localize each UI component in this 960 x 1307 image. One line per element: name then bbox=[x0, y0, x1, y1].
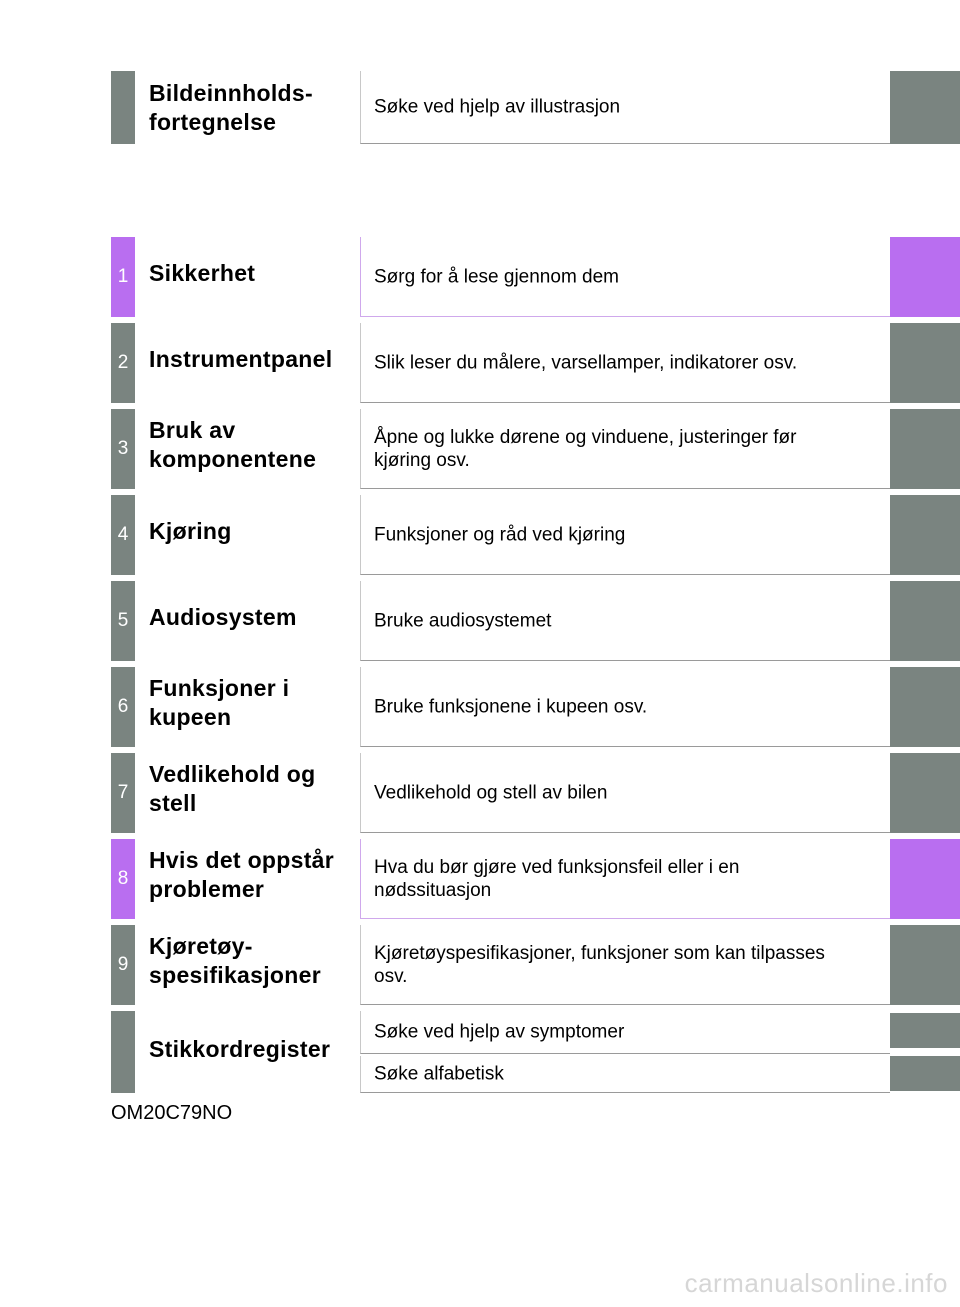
index-item-label: Søke alfabetisk bbox=[374, 1063, 504, 1085]
section-number: 1 bbox=[117, 266, 129, 287]
header-row[interactable] bbox=[111, 71, 960, 144]
section-strip bbox=[111, 667, 135, 747]
section-description: Funksjoner og råd ved kjøring bbox=[374, 524, 626, 545]
section-strip bbox=[111, 839, 135, 919]
section-number: 3 bbox=[117, 438, 129, 459]
section-strip bbox=[111, 925, 135, 1005]
section-row-2[interactable] bbox=[111, 323, 960, 403]
section-description-box bbox=[360, 237, 890, 317]
section-description-box bbox=[360, 581, 890, 661]
section-number: 9 bbox=[117, 954, 129, 975]
section-title: Sikkerhet bbox=[149, 260, 256, 286]
header-tab[interactable] bbox=[890, 71, 960, 144]
section-description-box bbox=[360, 495, 890, 575]
section-description: Vedlikehold og stell av bilen bbox=[374, 782, 608, 803]
header-strip bbox=[111, 71, 135, 144]
section-tab-6[interactable] bbox=[890, 667, 960, 747]
section-row-1[interactable] bbox=[111, 237, 960, 317]
section-number: 5 bbox=[117, 610, 129, 631]
header-title: Bildeinnholds- fortegnelse bbox=[149, 80, 313, 135]
section-number: 2 bbox=[117, 352, 129, 373]
section-description: Hva du bør gjøre ved funksjonsfeil eller i en nødssituasjon bbox=[374, 856, 740, 901]
index-title: Stikkordregister bbox=[149, 1036, 331, 1062]
section-tab-5[interactable] bbox=[890, 581, 960, 661]
section-description-box bbox=[360, 409, 890, 489]
section-title: Kjøring bbox=[149, 518, 232, 544]
section-row-3[interactable] bbox=[111, 409, 960, 489]
index-item-label: Søke ved hjelp av symptomer bbox=[374, 1021, 625, 1043]
section-description: Kjøretøyspesifikasjoner, funksjoner som kan tilpasses osv. bbox=[374, 942, 825, 987]
index-item-alphabetical[interactable] bbox=[360, 1056, 890, 1093]
section-row-7[interactable] bbox=[111, 753, 960, 833]
document-code: OM20C79NO bbox=[111, 1102, 233, 1124]
header-description: Søke ved hjelp av illustrasjon bbox=[374, 96, 621, 118]
section-tab-1[interactable] bbox=[890, 237, 960, 317]
section-tab-7[interactable] bbox=[890, 753, 960, 833]
index-strip bbox=[111, 1011, 135, 1093]
section-tab-4[interactable] bbox=[890, 495, 960, 575]
section-row-8[interactable] bbox=[111, 839, 960, 919]
section-number: 8 bbox=[117, 868, 129, 889]
section-description-box bbox=[360, 323, 890, 403]
section-row-4[interactable] bbox=[111, 495, 960, 575]
section-title: Vedlikehold og stell bbox=[149, 761, 316, 816]
section-tab-8[interactable] bbox=[890, 839, 960, 919]
section-tab-2[interactable] bbox=[890, 323, 960, 403]
section-title: Kjøretøy- spesifikasjoner bbox=[149, 933, 321, 988]
section-description-box bbox=[360, 839, 890, 919]
section-title: Bruk av komponentene bbox=[149, 417, 317, 472]
index-tab-symptoms[interactable] bbox=[890, 1013, 960, 1048]
section-description: Åpne og lukke dørene og vinduene, justeringer før kjøring osv. bbox=[374, 426, 797, 471]
section-row-9[interactable] bbox=[111, 925, 960, 1005]
section-description-box bbox=[360, 753, 890, 833]
section-description: Slik leser du målere, varsellamper, indikatorer osv. bbox=[374, 352, 798, 373]
watermark: carmanualsonline.info bbox=[684, 1268, 948, 1298]
section-tab-9[interactable] bbox=[890, 925, 960, 1005]
section-number: 6 bbox=[117, 696, 129, 717]
section-row-6[interactable] bbox=[111, 667, 960, 747]
section-title: Instrumentpanel bbox=[149, 346, 333, 372]
section-number: 4 bbox=[117, 524, 129, 545]
section-tab-3[interactable] bbox=[890, 409, 960, 489]
section-description-box bbox=[360, 925, 890, 1005]
section-title: Hvis det oppstår problemer bbox=[149, 847, 335, 902]
section-strip bbox=[111, 237, 135, 317]
section-strip bbox=[111, 323, 135, 403]
index-row bbox=[111, 1011, 960, 1093]
section-description: Bruke funksjonene i kupeen osv. bbox=[374, 696, 648, 717]
section-strip bbox=[111, 753, 135, 833]
index-tab-alphabetical[interactable] bbox=[890, 1056, 960, 1091]
section-strip bbox=[111, 495, 135, 575]
section-description: Sørg for å lese gjennom dem bbox=[374, 266, 620, 287]
section-row-5[interactable] bbox=[111, 581, 960, 661]
section-title: Audiosystem bbox=[149, 604, 297, 630]
header-description-box bbox=[360, 71, 890, 144]
section-title: Funksjoner i kupeen bbox=[149, 675, 290, 730]
section-description-box bbox=[360, 667, 890, 747]
section-strip bbox=[111, 409, 135, 489]
index-item-symptoms[interactable] bbox=[360, 1011, 890, 1054]
section-description: Bruke audiosystemet bbox=[374, 610, 552, 631]
section-strip bbox=[111, 581, 135, 661]
section-number: 7 bbox=[117, 782, 129, 803]
